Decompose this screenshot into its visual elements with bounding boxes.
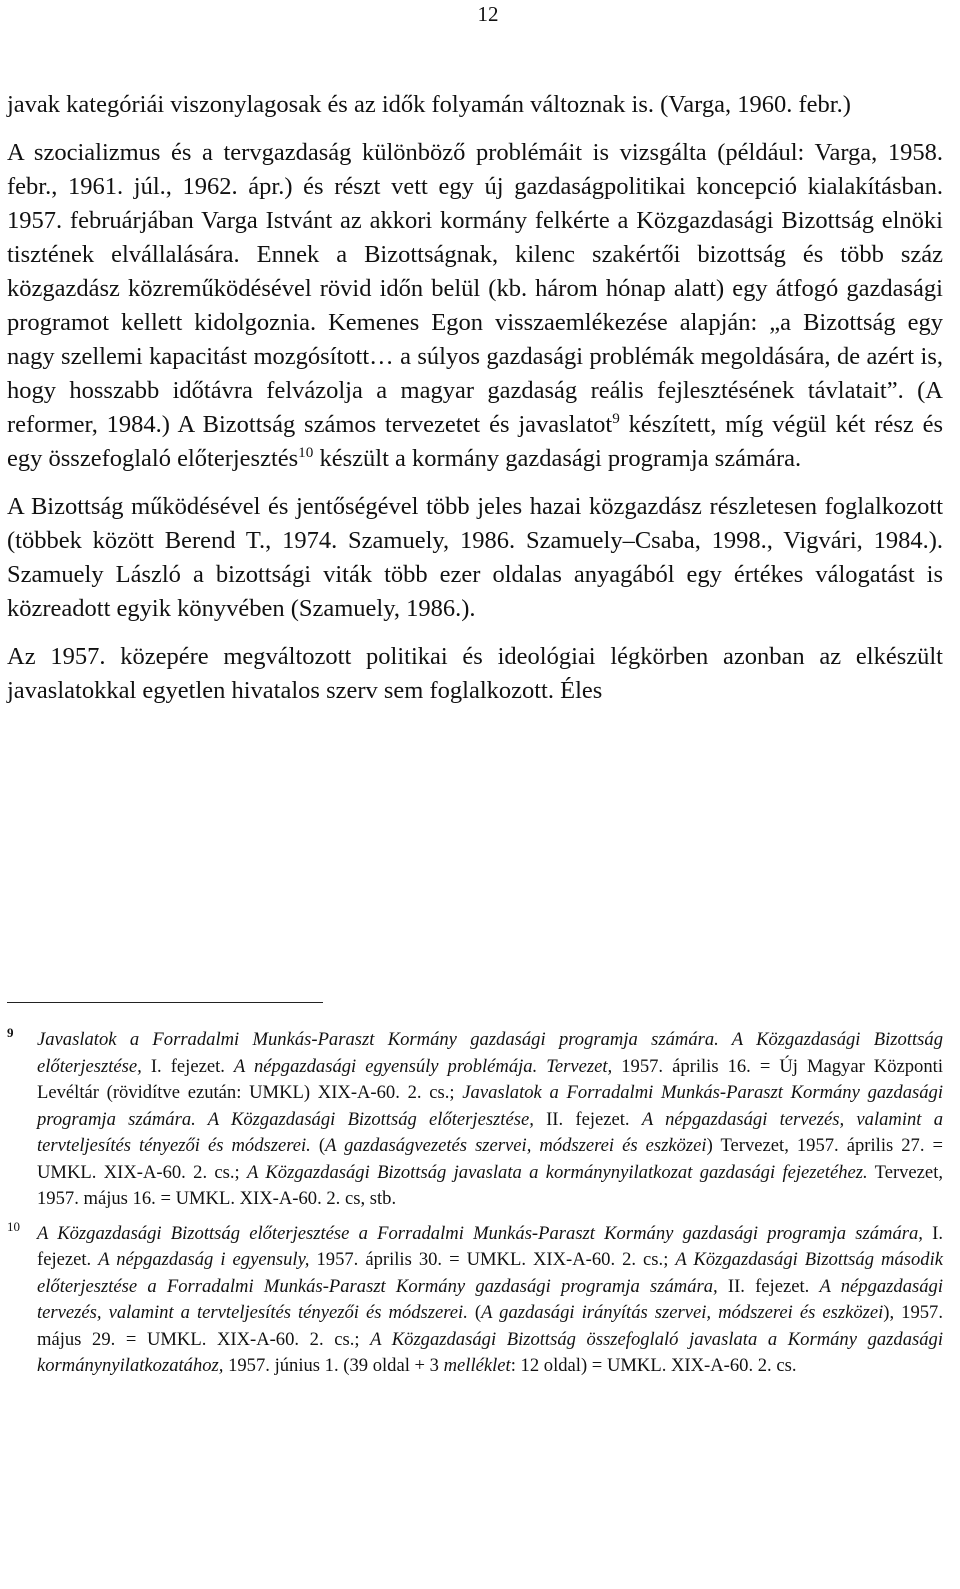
footnote-number: 10 bbox=[7, 1218, 20, 1234]
page-number: 12 bbox=[477, 2, 499, 26]
footnote-title: A népgazdasági egyensúly problémája. Tervezet, bbox=[233, 1055, 613, 1077]
paragraph-text: A Bizottság működésével és jentőségével több jeles hazai közgazdász részletesen foglalkozott (többek között Berend T., 1974. Szamuely, 1986. Szamuely–Csaba, 1998., Vigvári, 1984.). Szamuely László a bizottsági viták több ezer oldalas anyagából egy értékes válogatást is közreadott egyik könyvében (Szamuely, 1986.). bbox=[7, 493, 943, 622]
paragraph bbox=[7, 88, 943, 122]
paragraph-text: készült a kormány gazdasági programja számára. bbox=[313, 445, 802, 472]
footnote-title: A Közgazdasági Bizottság előterjesztése a Forradalmi Munkás-Paraszt Kormány gazdasági programja számára, bbox=[37, 1222, 923, 1244]
footnote-reference-text: ( bbox=[467, 1302, 482, 1323]
footnote-text bbox=[37, 1221, 943, 1380]
footnote-reference-text: 1957. június 1. (39 oldal + 3 bbox=[223, 1355, 444, 1376]
footnote-title: A Közgazdasági Bizottság második előterjesztése a Forradalmi Munkás-Paraszt Kormány gazdasági programja számára, bbox=[37, 1249, 943, 1297]
footnote-title: A gazdaságvezetés szervei, módszerei és eszközei bbox=[325, 1135, 707, 1156]
footnote bbox=[7, 1027, 943, 1213]
footnote-title: A népgazdaság i egyensuly, bbox=[98, 1249, 310, 1270]
footnote-number: 9 bbox=[7, 1025, 14, 1040]
footnote-text bbox=[37, 1027, 943, 1213]
footnote-reference-text: : 12 oldal) = UMKL. XIX-A-60. 2. cs. bbox=[510, 1355, 797, 1376]
footnote-title: melléklet bbox=[443, 1355, 511, 1376]
footnote-reference-text: II. fejezet. bbox=[533, 1108, 642, 1130]
footnote-reference: 10 bbox=[298, 443, 314, 461]
paragraph-text: javak kategóriái viszonylagosak és az idők folyamán változnak is. (Varga, 1960. febr.) bbox=[7, 91, 851, 118]
footnote-title: A népgazdasági tervezés, valamint a tervteljesítés tényezői és módszerei. bbox=[37, 1108, 944, 1156]
footnotes bbox=[7, 1027, 943, 1388]
paragraph-text: Az 1957. közepére megváltozott politikai és ideológiai légkörben azonban az elkészült javaslatokkal egyetlen hivatalos szerv sem foglalkozott. Éles bbox=[7, 643, 943, 704]
footnote-reference-text: 1957. április 30. = UMKL. XIX-A-60. 2. cs.; bbox=[309, 1249, 676, 1270]
footnote-reference-text: ), 1957. május 29. = UMKL. XIX-A-60. 2. cs.; bbox=[37, 1302, 943, 1350]
footnote-title: A Közgazdasági Bizottság összefoglaló javaslata a Kormány gazdasági kormánynyilatkozatához, bbox=[37, 1328, 943, 1376]
footnote-title: A gazdasági irányítás szervei, módszerei és eszközei bbox=[481, 1302, 884, 1323]
footnote-reference-text: ) Tervezet, 1957. április 27. = UMKL. XIX-A-60. 2. cs.; bbox=[37, 1135, 944, 1183]
paragraph bbox=[7, 136, 943, 476]
paragraph bbox=[7, 640, 943, 708]
footnote-reference-text: I. fejezet. bbox=[141, 1055, 234, 1077]
footnote-reference-text: Tervezet, 1957. május 16. = UMKL. XIX-A-60. 2. cs, stb. bbox=[37, 1161, 944, 1209]
footnote-title: A Közgazdasági Bizottság javaslata a kormánynyilatkozat gazdasági fejezetéhez. bbox=[247, 1161, 868, 1183]
footnote-title: A népgazdasági tervezés, valamint a tervteljesítés tényezői és módszerei. bbox=[37, 1275, 943, 1323]
paragraph bbox=[7, 490, 943, 626]
footnote-title: Javaslatok a Forradalmi Munkás-Paraszt Kormány gazdasági programja számára. A Közgazdasági Bizottság előterjesztése, bbox=[37, 1082, 943, 1130]
footnote-reference-text: II. fejezet. bbox=[717, 1275, 820, 1297]
footnote-reference-text: I. fejezet. bbox=[37, 1222, 943, 1270]
footnote-reference: 9 bbox=[612, 409, 620, 427]
footnote-reference-text: 1957. április 16. = Új Magyar Központi Levéltár (rövidítve ezután: UMKL) XIX-A-60. 2. cs.; bbox=[37, 1055, 943, 1103]
body-text bbox=[7, 88, 943, 722]
footnote-title: Javaslatok a Forradalmi Munkás-Paraszt Kormány gazdasági programja számára. A Közgazdasági Bizottság előterjesztése, bbox=[37, 1029, 943, 1077]
footnote bbox=[7, 1218, 943, 1380]
footnote-separator bbox=[7, 1002, 323, 1003]
footnote-reference-text: ( bbox=[310, 1135, 326, 1156]
paragraph-text: készített, míg végül két rész és egy összefoglaló előterjesztés bbox=[7, 411, 943, 472]
paragraph-text: A szocializmus és a tervgazdaság különböző problémáit is vizsgálta (például: Varga, 1958. febr., 1961. júl., 1962. ápr.) és részt vett egy új gazdaságpolitikai koncepció kialakításban. 1957. februárjában Varga Istvánt az akkori kormány felkérte a Közgazdasági Bizottság elnöki tisztének elvállalására. Ennek a Bizottságnak, kilenc szakértői bizottság és több száz közgazdász közreműködésével rövid időn belül (kb. három hónap alatt) egy átfogó gazdasági programot kellett kidolgoznia. Kemenes Egon visszaemlékezése alapján: „a Bizottság egy nagy szellemi kapacitást mozgósított… a súlyos gazdasági problémák megoldására, de azért is, hogy hosszabb időtávra felvázolja a magyar gazdaság reális fejlesztésének távlatait”. (A reformer, 1984.) A Bizottság számos tervezetet és javaslatot bbox=[7, 139, 943, 438]
